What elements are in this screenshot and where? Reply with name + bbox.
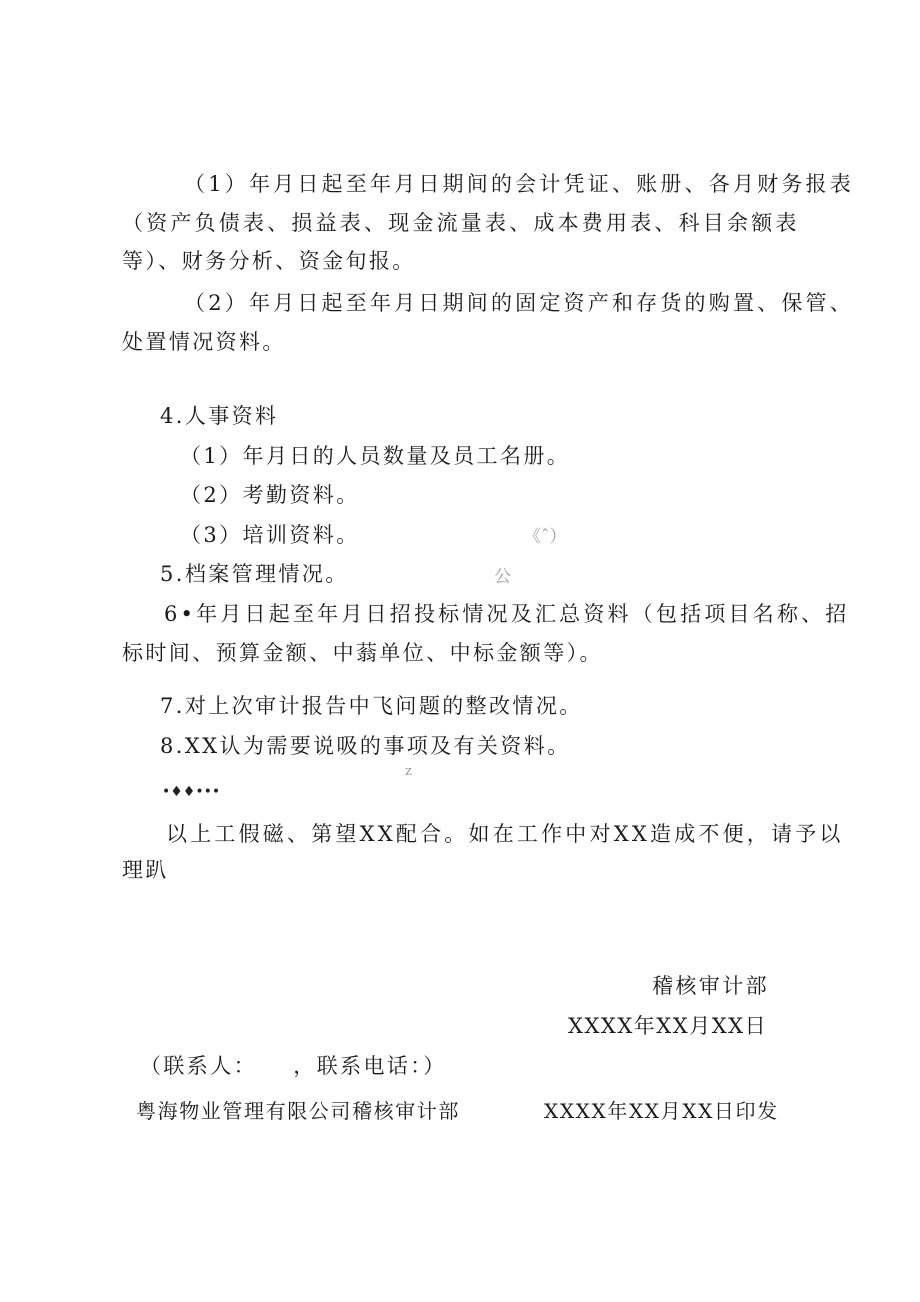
scan-artifact-mark: 《ˆ）	[524, 527, 567, 547]
hr-item-1: （1）年月日的人员数量及员工名册。	[180, 444, 571, 468]
closing-line-1: 以上工假磁、第望XX配合。如在工作中对XX造成不便，请予以	[166, 822, 844, 846]
financial-item-2-line-2: 处置情况资料。	[122, 330, 286, 354]
item-6-line-2: 标时间、预算金额、中蓊单位、中标金额等）。	[122, 641, 603, 665]
signature-date: XXXX年XX月XX日	[568, 1014, 768, 1038]
footer-issuer: 粤海物业管理有限公司稽核审计部	[136, 1099, 460, 1123]
bullet-ornament: •♦♦•••	[162, 784, 221, 800]
contact-info: （联系人： ，联系电话：）	[140, 1054, 447, 1078]
scan-artifact-mark: 公	[494, 567, 511, 587]
financial-item-2-line-1: （2）年月日起至年月日期间的固定资产和存货的购置、保管、	[184, 291, 854, 315]
item-5: 5.档案管理情况。	[160, 562, 349, 586]
financial-item-1-line-1: （1）年月日起至年月日期间的会计凭证、账册、各月财务报表	[184, 172, 854, 196]
financial-item-1-line-2: （资产负债表、损益表、现金流量表、成本费用表、科目余额表	[122, 211, 800, 235]
hr-item-3: （3）培训资料。	[180, 523, 360, 547]
item-6-line-1: 6•年月日起至年月日招投标情况及汇总资料（包括项目名称、招	[164, 602, 850, 626]
closing-line-2: 理趴	[122, 858, 169, 882]
financial-item-1-line-3: 等）、财务分析、资金旬报。	[122, 249, 416, 273]
scan-artifact-mark: z	[405, 764, 412, 779]
footer-issue-date: XXXX年XX月XX日印发	[544, 1099, 779, 1123]
hr-heading: 4.人事资料	[160, 404, 279, 428]
hr-item-2: （2）考勤资料。	[180, 483, 360, 507]
item-7: 7.对上次审计报告中飞问题的整改情况。	[160, 694, 583, 718]
signature-department: 稽核审计部	[652, 974, 769, 998]
item-8: 8.XX认为需要说吸的事项及有关资料。	[160, 734, 571, 758]
